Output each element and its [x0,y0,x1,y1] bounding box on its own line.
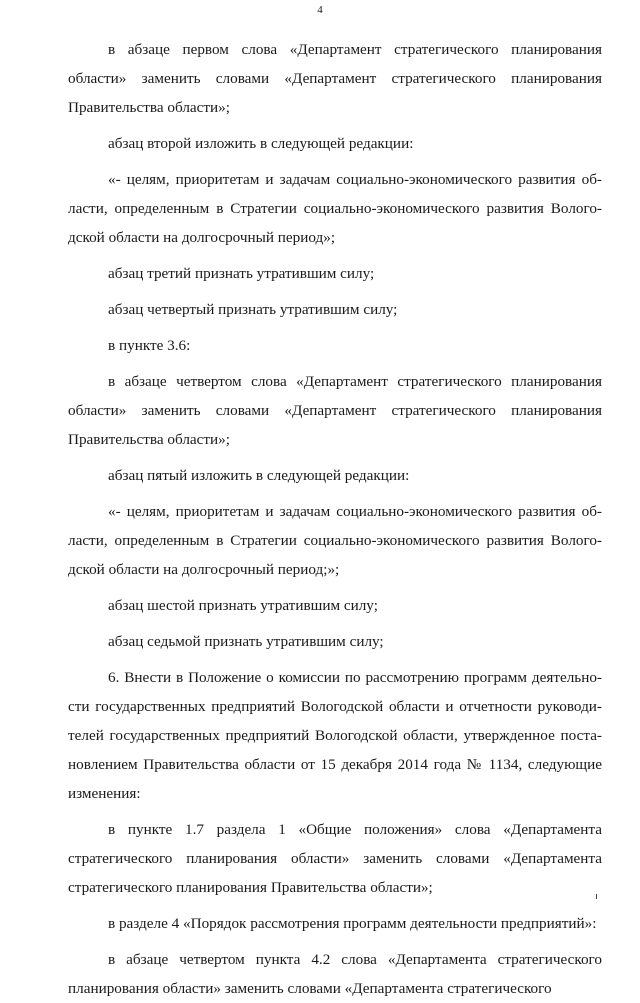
paragraph-line: «- целям, приоритетам и задачам социально-экономического развития об- [108,503,602,520]
paragraph [68,945,602,1003]
paragraph-gap [68,584,602,591]
paragraph-line: в абзаце четвертом пункта 4.2 слова «Департамента стратегического [108,951,602,968]
paragraph-gap [68,454,602,461]
paragraph [68,627,602,656]
paragraph-line: в абзаце первом слова «Департамент стратегического планирования [108,41,602,58]
paragraph-line: в разделе 4 «Порядок рассмотрения программ деятельности предприятий»: [108,915,597,932]
paragraph-line: новлением Правительства области от 15 декабря 2014 года № 1134, следующие [68,756,602,773]
paragraph-gap [68,252,602,259]
paragraph-line: в пункте 1.7 раздела 1 «Общие положения» слова «Департамента [108,821,602,838]
paragraph-line: 6. Внести в Положение о комиссии по рассмотрению программ деятельно- [108,669,602,686]
paragraph-gap [68,656,602,663]
paragraph-line: телей государственных предприятий Вологодской области, утвержденное поста- [68,727,602,744]
paragraph-line: стратегического планирования Правительства области»; [68,879,433,896]
paragraph-gap [68,902,602,909]
paragraph [68,909,602,938]
paragraph-gap [68,490,602,497]
paragraph-gap [68,620,602,627]
paragraph [68,815,602,902]
paragraph [68,497,602,584]
scan-mark [596,894,597,899]
document-body [68,35,602,1003]
paragraph-gap [68,938,602,945]
page-number: 4 [317,4,323,16]
paragraph-line: Правительства области»; [68,431,230,448]
paragraph [68,129,602,158]
paragraph-line: в пункте 3.6: [108,337,191,354]
paragraph-gap [68,288,602,295]
paragraph-line: стратегического планирования области» заменить словами «Департамента [68,850,602,867]
paragraph [68,259,602,288]
paragraph-line: ласти, определенным в Стратегии социально-экономического развития Волого- [68,532,602,549]
paragraph [68,461,602,490]
paragraph-line: «- целям, приоритетам и задачам социально-экономического развития об- [108,171,602,188]
paragraph-gap [68,808,602,815]
paragraph-gap [68,324,602,331]
paragraph-line: области» заменить словами «Департамент стратегического планирования [68,402,602,419]
paragraph [68,331,602,360]
paragraph-gap [68,360,602,367]
paragraph-line: абзац третий признать утратившим силу; [108,265,375,282]
paragraph [68,591,602,620]
paragraph-gap [68,158,602,165]
paragraph [68,367,602,454]
paragraph [68,295,602,324]
paragraph-line: в абзаце четвертом слова «Департамент стратегического планирования [108,373,602,390]
paragraph [68,35,602,122]
paragraph [68,165,602,252]
paragraph [68,663,602,808]
paragraph-line: абзац седьмой признать утратившим силу; [108,633,384,650]
paragraph-line: абзац пятый изложить в следующей редакции: [108,467,410,484]
paragraph-gap [68,122,602,129]
paragraph-line: сти государственных предприятий Вологодской области и отчетности руководи- [68,698,602,715]
paragraph-line: изменения: [68,785,141,802]
paragraph-line: абзац второй изложить в следующей редакции: [108,135,414,152]
paragraph-line: Правительства области»; [68,99,230,116]
paragraph-line: области» заменить словами «Департамент стратегического планирования [68,70,602,87]
paragraph-line: ласти, определенным в Стратегии социально-экономического развития Волого- [68,200,602,217]
paragraph-line: абзац шестой признать утратившим силу; [108,597,378,614]
paragraph-line: планирования области» заменить словами «Департамента стратегического [68,980,552,997]
paragraph-line: дской области на долгосрочный период»; [68,229,336,246]
paragraph-line: дской области на долгосрочный период;»; [68,561,340,578]
paragraph-line: абзац четвертый признать утратившим силу; [108,301,398,318]
